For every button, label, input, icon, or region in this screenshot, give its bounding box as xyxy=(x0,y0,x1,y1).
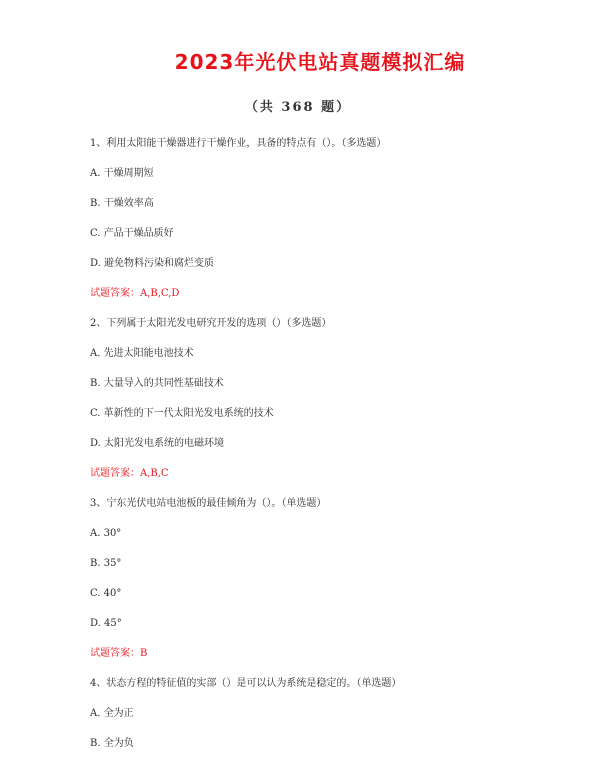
question-2-option-b: B. 大量导入的共同性基础技术 xyxy=(90,378,224,389)
question-2-option-a: A. 先进太阳能电池技术 xyxy=(90,348,194,359)
question-2-option-d: D. 太阳光发电系统的电磁环境 xyxy=(90,438,225,449)
question-2-stem: 2、下列属于太阳光发电研究开发的选项（）（多选题） xyxy=(90,318,332,329)
question-3-option-c: C. 40° xyxy=(90,588,122,599)
question-3-option-b: B. 35° xyxy=(90,558,122,569)
document-title: 2023年光伏电站真题模拟汇编 xyxy=(174,50,466,74)
question-3-answer: 试题答案：B xyxy=(90,648,148,659)
question-4-option-a: A. 全为正 xyxy=(90,708,134,719)
question-2-option-c: C. 革新性的下一代太阳光发电系统的技术 xyxy=(90,408,274,419)
question-2-answer: 试题答案：A,B,C xyxy=(90,468,169,479)
question-1-stem: 1、利用太阳能干燥器进行干燥作业，具备的特点有（）。（多选题） xyxy=(90,138,387,149)
question-1-option-a: A. 干燥周期短 xyxy=(90,168,154,179)
question-3-option-d: D. 45° xyxy=(90,618,122,629)
question-1-option-d: D. 避免物料污染和腐烂变质 xyxy=(90,258,215,269)
question-3-stem: 3、宁东光伏电站电池板的最佳倾角为（）。（单选题） xyxy=(90,498,327,509)
question-4-stem: 4、状态方程的特征值的实部（）是可以认为系统是稳定的。（单选题） xyxy=(90,678,402,689)
question-4-option-b: B. 全为负 xyxy=(90,738,134,749)
question-1-answer: 试题答案：A,B,C,D xyxy=(90,288,180,299)
document-subtitle: （共 368 题） xyxy=(244,100,352,115)
question-1-option-b: B. 干燥效率高 xyxy=(90,198,154,209)
question-1-option-c: C. 产品干燥品质好 xyxy=(90,228,174,239)
question-3-option-a: A. 30° xyxy=(90,528,122,539)
